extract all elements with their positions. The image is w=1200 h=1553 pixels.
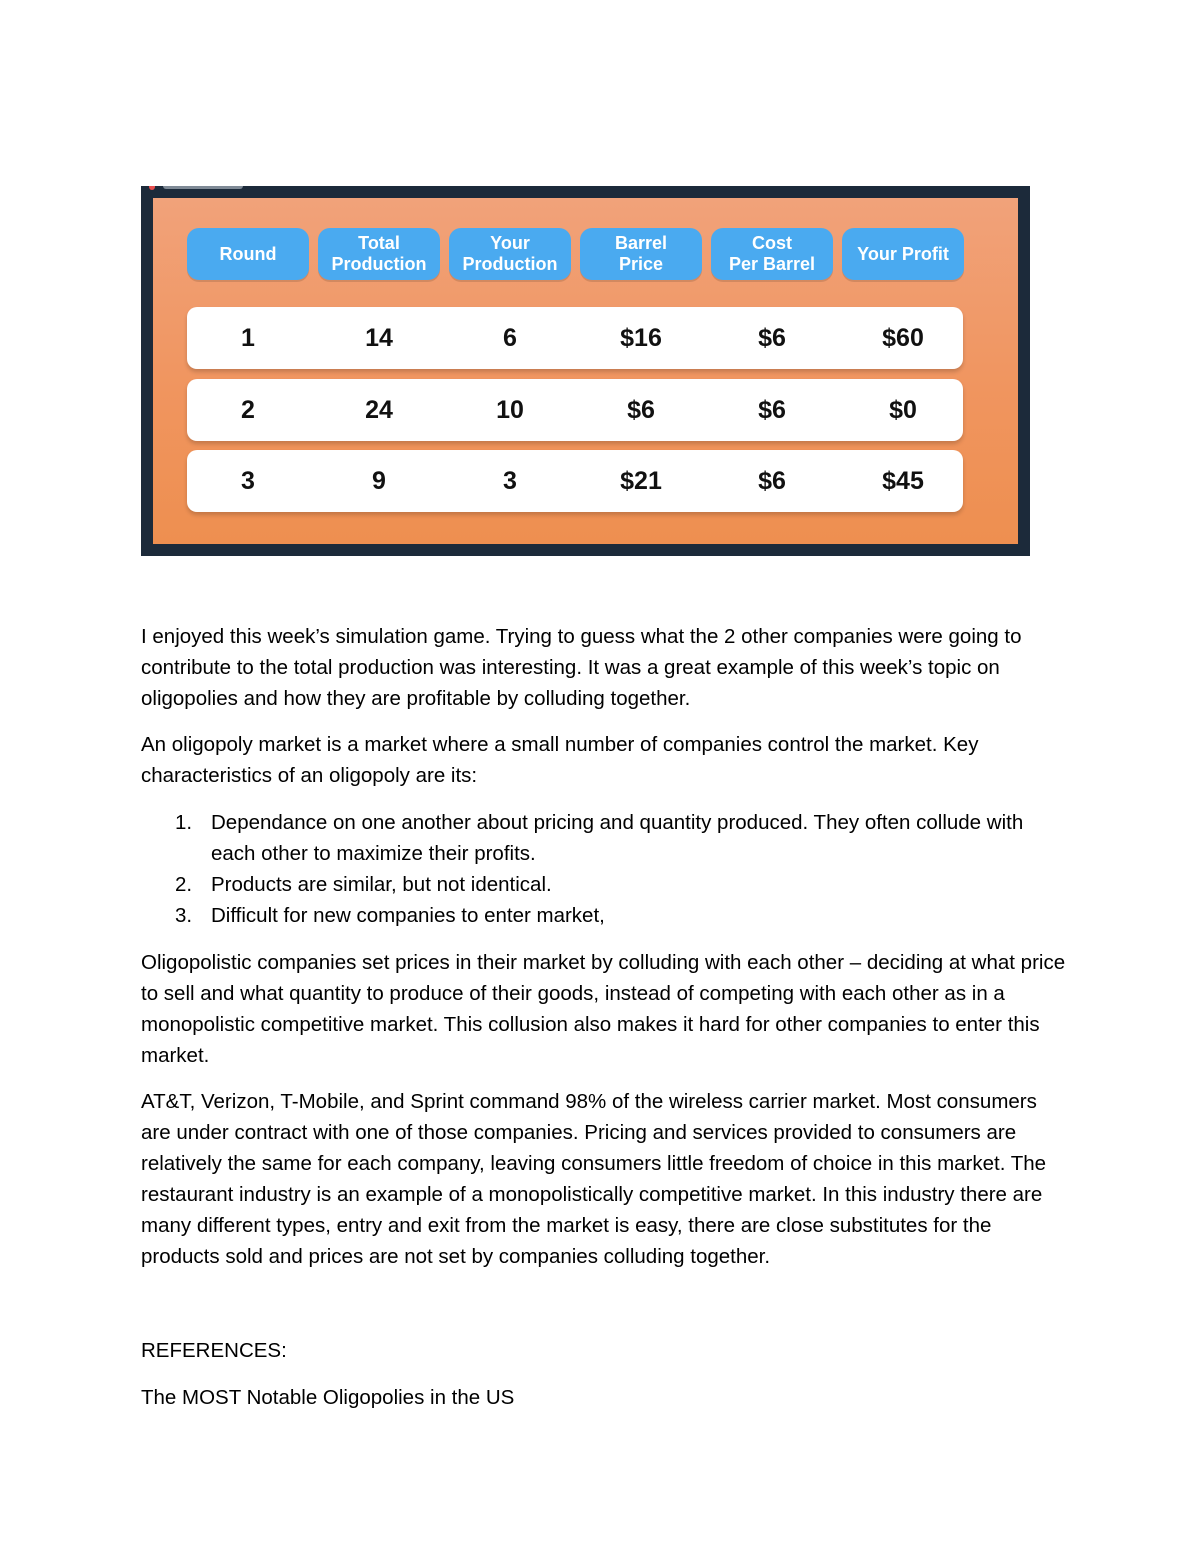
cell-cost-per-barrel: $6 [758, 395, 786, 424]
header-your-profit: Your Profit [842, 228, 964, 280]
table-row [187, 307, 963, 369]
table-row [187, 450, 963, 512]
cell-barrel-price: $6 [627, 395, 655, 424]
list-number: 1. [175, 811, 193, 834]
list-number: 2. [175, 873, 193, 896]
cell-your-profit: $45 [882, 466, 924, 495]
header-round: Round [187, 228, 309, 280]
header-barrel-price: Barrel Price [580, 228, 702, 280]
cell-barrel-price: $21 [620, 466, 662, 495]
table-row [187, 379, 963, 441]
cell-your-profit: $0 [889, 395, 917, 424]
list-item [141, 900, 1041, 931]
cell-round: 1 [241, 323, 255, 352]
header-cost-per-barrel: Cost Per Barrel [711, 228, 833, 280]
list-text: Difficult for new companies to enter market, [211, 904, 605, 927]
cell-cost-per-barrel: $6 [758, 466, 786, 495]
results-panel [153, 198, 1018, 544]
simulation-screenshot [141, 186, 1030, 556]
paragraph-definition: An oligopoly market is a market where a small number of companies control the market. Key characteristics of an oligopoly are its: [141, 733, 979, 787]
recording-dot-icon [149, 186, 155, 190]
characteristics-list [141, 807, 1041, 931]
list-text: Products are similar, but not identical. [211, 873, 552, 896]
cell-barrel-price: $16 [620, 323, 662, 352]
cell-cost-per-barrel: $6 [758, 323, 786, 352]
references-heading: REFERENCES: [141, 1339, 287, 1362]
header-total-production: Total Production [318, 228, 440, 280]
list-item [141, 807, 1041, 869]
cell-your-production: 6 [503, 323, 517, 352]
cell-round: 2 [241, 395, 255, 424]
cell-total-production: 24 [365, 395, 393, 424]
header-your-production: Your Production [449, 228, 571, 280]
list-text: Dependance on one another about pricing and quantity produced. They often collude with each other to maximize their profits. [211, 811, 1024, 865]
cell-your-production: 3 [503, 466, 517, 495]
paragraph-intro: I enjoyed this week’s simulation game. Trying to guess what the 2 other companies were going to contribute to the total production was interesting. It was a great example of this week’s topic on oligopolies and how they are profitable by colluding together. [141, 625, 1022, 710]
list-number: 3. [175, 904, 193, 927]
window-caption-blur [163, 186, 243, 189]
cell-your-profit: $60 [882, 323, 924, 352]
cell-round: 3 [241, 466, 255, 495]
reference-item: The MOST Notable Oligopolies in the US [141, 1386, 515, 1409]
list-item [141, 869, 1041, 900]
cell-total-production: 9 [372, 466, 386, 495]
cell-your-production: 10 [496, 395, 524, 424]
cell-total-production: 14 [365, 323, 393, 352]
paragraph-pricing: Oligopolistic companies set prices in their market by colluding with each other – deciding at what price to sell and what quantity to produce of their goods, instead of competing with each other as in a monopolistic competitive market. This collusion also makes it hard for other companies to enter this market. [141, 951, 1066, 1067]
paragraph-examples: AT&T, Verizon, T-Mobile, and Sprint command 98% of the wireless carrier market. Most consumers are under contract with one of those companies. Pricing and services provided to consumers are relatively the same for each company, leaving consumers little freedom of choice in this market. The restaurant industry is an example of a monopolistically competitive market. In this industry there are many different types, entry and exit from the market is easy, there are close substitutes for the products sold and prices are not set by companies colluding together. [141, 1090, 1047, 1268]
